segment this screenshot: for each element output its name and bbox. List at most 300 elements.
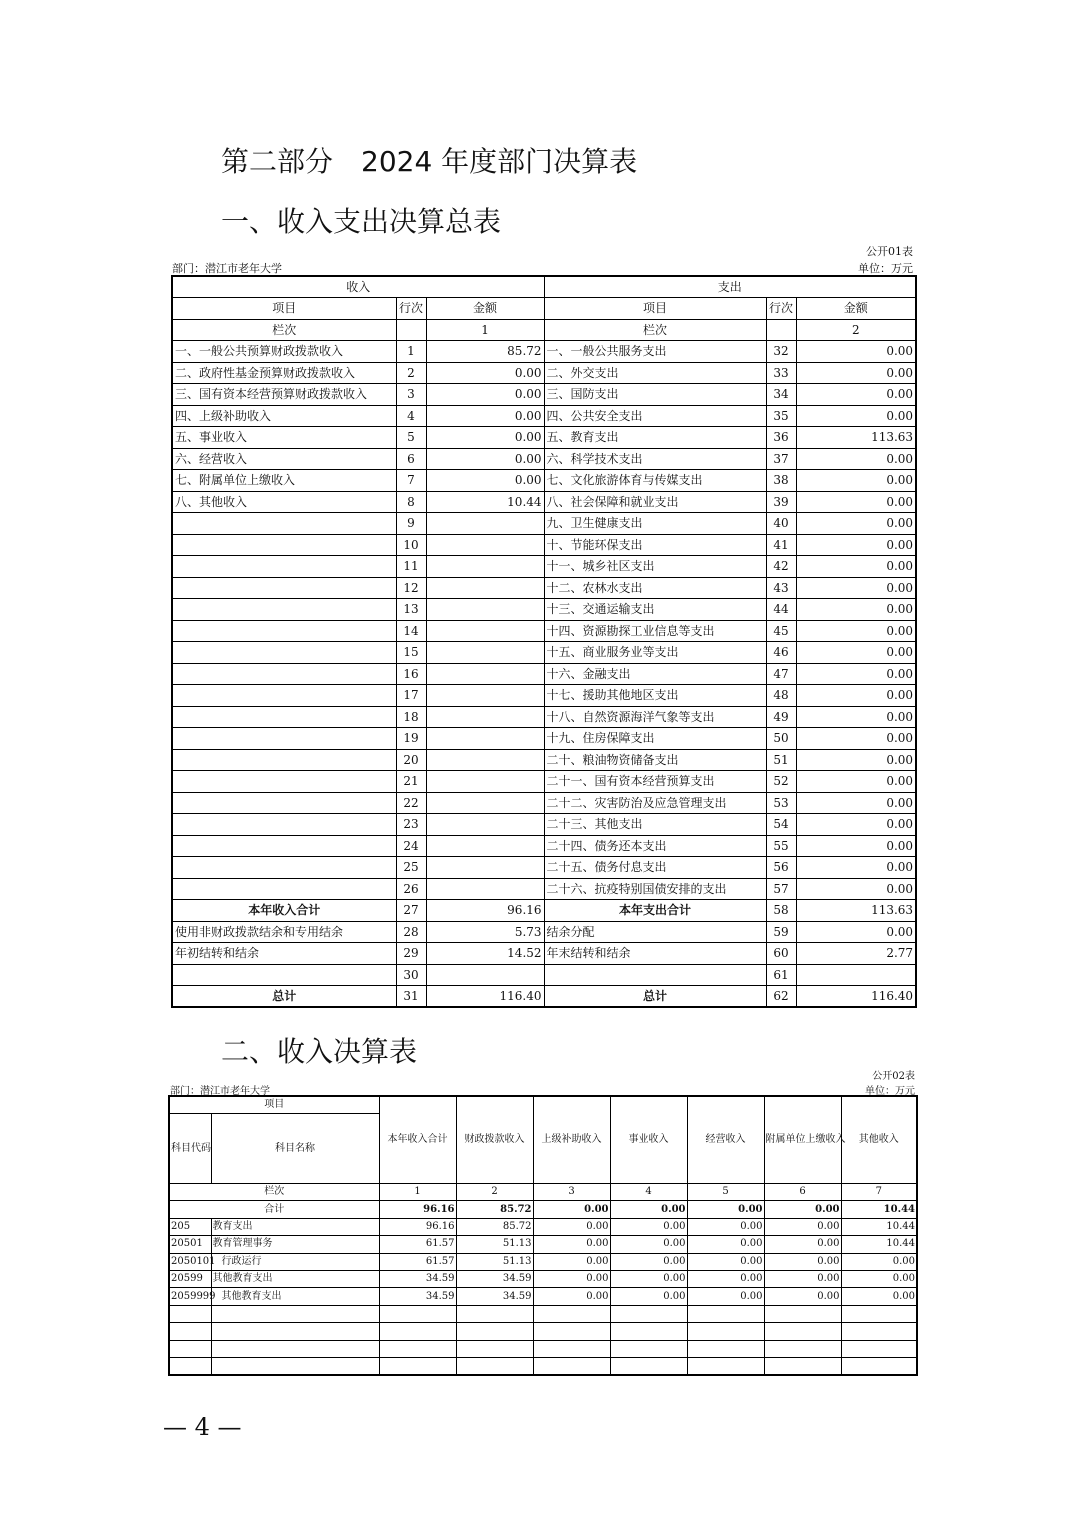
income-amount [426, 792, 544, 814]
income-item [172, 577, 396, 599]
expense-amount: 0.00 [796, 878, 916, 900]
col-index-2: 2 [796, 319, 916, 341]
expense-line: 36 [766, 427, 796, 449]
income-amount [426, 620, 544, 642]
income-item [172, 835, 396, 857]
amount-cell: 0.00 [533, 1253, 610, 1270]
income-amount [426, 964, 544, 986]
expense-item: 七、文化旅游体育与传媒支出 [544, 470, 766, 492]
table-row [172, 642, 916, 664]
income-line: 9 [396, 513, 426, 535]
income-line: 3 [396, 384, 426, 406]
index-num: 1 [379, 1184, 456, 1201]
table-row [172, 513, 916, 535]
empty-cell [169, 1323, 211, 1340]
empty-cell [764, 1323, 841, 1340]
empty-cell [379, 1305, 456, 1322]
amount-cell: 0.00 [533, 1236, 610, 1253]
empty-cell [764, 1357, 841, 1374]
expense-amount: 0.00 [796, 685, 916, 707]
total-value: 96.16 [379, 1201, 456, 1218]
income-item [172, 556, 396, 578]
income-line: 24 [396, 835, 426, 857]
expense-amount: 0.00 [796, 470, 916, 492]
header-col-7: 其他收入 [841, 1096, 917, 1184]
amount-cell: 51.13 [456, 1253, 533, 1270]
table-row [172, 857, 916, 879]
income-amount [426, 685, 544, 707]
empty-cell [533, 1305, 610, 1322]
expense-item: 十五、商业服务业等支出 [544, 642, 766, 664]
index-num: 5 [687, 1184, 764, 1201]
income-line: 19 [396, 728, 426, 750]
section1-heading: 一、收入支出决算总表 [221, 205, 502, 238]
income-line: 23 [396, 814, 426, 836]
amount-cell: 0.00 [533, 1288, 610, 1305]
subject-name: 教育管理事务 [211, 1236, 379, 1253]
amount-cell: 0.00 [687, 1253, 764, 1270]
table-row [172, 470, 916, 492]
table-row [172, 362, 916, 384]
subject-name: 教育支出 [211, 1218, 379, 1235]
expense-amount: 116.40 [796, 986, 916, 1008]
income-amount [426, 577, 544, 599]
expense-item: 十三、交通运输支出 [544, 599, 766, 621]
income-amount: 0.00 [426, 362, 544, 384]
header-col-6: 附属单位上缴收入 [764, 1096, 841, 1184]
income-amount: 116.40 [426, 986, 544, 1008]
income-expense-summary-table [171, 275, 917, 1008]
expense-amount: 0.00 [796, 921, 916, 943]
index-num: 6 [764, 1184, 841, 1201]
expense-amount [796, 964, 916, 986]
table-row [172, 964, 916, 986]
expense-amount: 0.00 [796, 491, 916, 513]
expense-amount: 0.00 [796, 384, 916, 406]
index-label: 栏次 [169, 1184, 379, 1201]
expense-amount: 0.00 [796, 728, 916, 750]
expense-item: 本年支出合计 [544, 900, 766, 922]
amount-cell: 34.59 [379, 1270, 456, 1287]
amount-cell: 85.72 [456, 1218, 533, 1235]
col-line: 行次 [766, 298, 796, 320]
expense-amount: 113.63 [796, 427, 916, 449]
expense-line: 32 [766, 341, 796, 363]
amount-cell: 61.57 [379, 1253, 456, 1270]
amount-cell: 10.44 [841, 1236, 917, 1253]
income-item [172, 728, 396, 750]
expense-line: 50 [766, 728, 796, 750]
total-value: 0.00 [533, 1201, 610, 1218]
expense-amount: 0.00 [796, 857, 916, 879]
amount-cell: 0.00 [841, 1253, 917, 1270]
expense-line: 54 [766, 814, 796, 836]
empty-cell [841, 1305, 917, 1322]
total-value: 0.00 [610, 1201, 687, 1218]
income-line: 28 [396, 921, 426, 943]
income-amount [426, 642, 544, 664]
table-row [172, 405, 916, 427]
header-col-2: 财政拨款收入 [456, 1096, 533, 1184]
income-item: 五、事业收入 [172, 427, 396, 449]
expense-item: 十四、资源勘探工业信息等支出 [544, 620, 766, 642]
expense-line: 34 [766, 384, 796, 406]
expense-item: 九、卫生健康支出 [544, 513, 766, 535]
table-row [172, 491, 916, 513]
income-item [172, 685, 396, 707]
income-amount [426, 556, 544, 578]
income-amount [426, 878, 544, 900]
table-row [169, 1236, 917, 1253]
income-item [172, 534, 396, 556]
income-line: 7 [396, 470, 426, 492]
amount-cell: 0.00 [764, 1270, 841, 1287]
table-row [172, 921, 916, 943]
amount-cell: 0.00 [687, 1218, 764, 1235]
empty-cell [533, 1323, 610, 1340]
header-col-1: 本年收入合计 [379, 1096, 456, 1184]
amount-cell: 96.16 [379, 1218, 456, 1235]
table-row [172, 620, 916, 642]
empty-cell [379, 1357, 456, 1374]
income-line: 15 [396, 642, 426, 664]
income-amount: 10.44 [426, 491, 544, 513]
expense-amount: 0.00 [796, 749, 916, 771]
income-line: 13 [396, 599, 426, 621]
empty-cell [211, 1357, 379, 1374]
amount-cell: 61.57 [379, 1236, 456, 1253]
expense-line: 57 [766, 878, 796, 900]
amount-cell: 0.00 [610, 1253, 687, 1270]
amount-cell: 34.59 [456, 1288, 533, 1305]
income-line: 10 [396, 534, 426, 556]
page-number: — 4 — [163, 1413, 242, 1441]
subject-code: 2059999 [169, 1288, 211, 1305]
col-line: 行次 [396, 298, 426, 320]
income-line: 12 [396, 577, 426, 599]
income-amount: 0.00 [426, 470, 544, 492]
expense-line: 47 [766, 663, 796, 685]
income-line: 16 [396, 663, 426, 685]
unit-label-01: 单位：万元 [858, 262, 913, 275]
income-amount [426, 599, 544, 621]
expense-item: 十、节能环保支出 [544, 534, 766, 556]
expense-item: 十六、金融支出 [544, 663, 766, 685]
amount-cell: 0.00 [841, 1270, 917, 1287]
empty-cell [396, 319, 426, 341]
header-col-4: 事业收入 [610, 1096, 687, 1184]
expense-amount: 0.00 [796, 448, 916, 470]
empty-cell [764, 1340, 841, 1357]
income-amount [426, 706, 544, 728]
index-num: 3 [533, 1184, 610, 1201]
income-item: 七、附属单位上缴收入 [172, 470, 396, 492]
income-amount: 0.00 [426, 448, 544, 470]
empty-cell [841, 1357, 917, 1374]
income-item [172, 857, 396, 879]
income-line: 22 [396, 792, 426, 814]
total-value: 0.00 [687, 1201, 764, 1218]
empty-cell [764, 1305, 841, 1322]
expense-amount: 0.00 [796, 405, 916, 427]
expense-line: 45 [766, 620, 796, 642]
income-line: 31 [396, 986, 426, 1008]
income-item [172, 642, 396, 664]
expense-amount: 0.00 [796, 706, 916, 728]
empty-cell [687, 1340, 764, 1357]
empty-row [169, 1323, 917, 1340]
income-item [172, 771, 396, 793]
amount-cell: 0.00 [764, 1288, 841, 1305]
expense-amount: 0.00 [796, 513, 916, 535]
income-item: 使用非财政拨款结余和专用结余 [172, 921, 396, 943]
col-item: 项目 [172, 298, 396, 320]
income-line: 1 [396, 341, 426, 363]
income-item: 三、国有资本经营预算财政拨款收入 [172, 384, 396, 406]
expense-item: 十七、援助其他地区支出 [544, 685, 766, 707]
expense-amount: 0.00 [796, 534, 916, 556]
expense-item: 十九、住房保障支出 [544, 728, 766, 750]
income-line: 30 [396, 964, 426, 986]
subject-code: 20599 [169, 1270, 211, 1287]
expense-amount: 0.00 [796, 362, 916, 384]
income-line: 26 [396, 878, 426, 900]
table-row [172, 814, 916, 836]
expense-item: 二十三、其他支出 [544, 814, 766, 836]
empty-cell [841, 1340, 917, 1357]
expense-amount: 0.00 [796, 771, 916, 793]
expense-line: 38 [766, 470, 796, 492]
amount-cell: 0.00 [841, 1288, 917, 1305]
col-amount: 金额 [426, 298, 544, 320]
expense-line: 62 [766, 986, 796, 1008]
empty-row [169, 1305, 917, 1322]
table-row [172, 900, 916, 922]
income-amount [426, 771, 544, 793]
expense-item: 结余分配 [544, 921, 766, 943]
header-col-5: 经营收入 [687, 1096, 764, 1184]
income-amount: 0.00 [426, 427, 544, 449]
income-line: 27 [396, 900, 426, 922]
expense-item: 十一、城乡社区支出 [544, 556, 766, 578]
income-line: 4 [396, 405, 426, 427]
empty-cell [533, 1357, 610, 1374]
table-row [172, 556, 916, 578]
income-item: 总计 [172, 986, 396, 1008]
table-row [169, 1253, 917, 1270]
amount-cell: 0.00 [687, 1236, 764, 1253]
table-row [172, 427, 916, 449]
col-item: 项目 [544, 298, 766, 320]
empty-cell [610, 1305, 687, 1322]
expense-amount: 0.00 [796, 599, 916, 621]
table-row [172, 986, 916, 1008]
expense-line: 56 [766, 857, 796, 879]
income-line: 29 [396, 943, 426, 965]
income-item [172, 706, 396, 728]
expense-header: 支出 [544, 276, 916, 298]
form-no-02: 公开02表 [872, 1071, 915, 1082]
table-row [172, 448, 916, 470]
empty-cell [687, 1357, 764, 1374]
table-row [172, 341, 916, 363]
income-line: 8 [396, 491, 426, 513]
table-row [172, 534, 916, 556]
expense-item: 总计 [544, 986, 766, 1008]
subject-code: 20501 [169, 1236, 211, 1253]
table-row [172, 943, 916, 965]
expense-item: 二十五、债务付息支出 [544, 857, 766, 879]
income-amount: 96.16 [426, 900, 544, 922]
income-item [172, 663, 396, 685]
income-item [172, 620, 396, 642]
empty-cell [169, 1357, 211, 1374]
income-amount [426, 749, 544, 771]
income-item: 四、上级补助收入 [172, 405, 396, 427]
table-row [172, 792, 916, 814]
header-col-3: 上级补助收入 [533, 1096, 610, 1184]
amount-cell: 0.00 [533, 1270, 610, 1287]
empty-row [169, 1357, 917, 1374]
income-item [172, 749, 396, 771]
index-num: 2 [456, 1184, 533, 1201]
subject-name: 其他教育支出 [211, 1288, 379, 1305]
expense-amount: 0.00 [796, 835, 916, 857]
expense-item: 二十六、抗疫特别国债安排的支出 [544, 878, 766, 900]
empty-cell [456, 1340, 533, 1357]
col-index-1: 1 [426, 319, 544, 341]
income-amount: 14.52 [426, 943, 544, 965]
total-label: 合计 [169, 1201, 379, 1218]
dept-label-02: 部门：潜江市老年大学 [170, 1086, 270, 1097]
income-item [172, 878, 396, 900]
income-amount [426, 534, 544, 556]
expense-amount: 0.00 [796, 620, 916, 642]
table-row [172, 835, 916, 857]
expense-line: 52 [766, 771, 796, 793]
amount-cell: 0.00 [764, 1218, 841, 1235]
expense-line: 53 [766, 792, 796, 814]
empty-cell [211, 1340, 379, 1357]
income-amount [426, 857, 544, 879]
expense-line: 43 [766, 577, 796, 599]
expense-amount: 0.00 [796, 341, 916, 363]
empty-cell [169, 1305, 211, 1322]
income-item [172, 513, 396, 535]
empty-cell [610, 1323, 687, 1340]
expense-amount: 0.00 [796, 792, 916, 814]
dept-label-01: 部门：潜江市老年大学 [172, 262, 282, 275]
income-amount [426, 513, 544, 535]
empty-cell [456, 1357, 533, 1374]
amount-cell: 0.00 [610, 1288, 687, 1305]
expense-amount: 0.00 [796, 663, 916, 685]
empty-cell [687, 1305, 764, 1322]
table-row [172, 771, 916, 793]
expense-item: 六、科学技术支出 [544, 448, 766, 470]
income-line: 25 [396, 857, 426, 879]
expense-item: 二、外交支出 [544, 362, 766, 384]
subject-code: 2050101 [169, 1253, 211, 1270]
amount-cell: 34.59 [379, 1288, 456, 1305]
table-row [172, 706, 916, 728]
income-line: 2 [396, 362, 426, 384]
empty-cell [379, 1340, 456, 1357]
amount-cell: 0.00 [687, 1270, 764, 1287]
expense-line: 60 [766, 943, 796, 965]
unit-label-02: 单位：万元 [865, 1086, 915, 1097]
empty-cell [610, 1340, 687, 1357]
amount-cell: 51.13 [456, 1236, 533, 1253]
income-detail-table [168, 1095, 918, 1376]
expense-line: 37 [766, 448, 796, 470]
table-row [172, 599, 916, 621]
header-name: 科目名称 [211, 1114, 379, 1184]
expense-line: 49 [766, 706, 796, 728]
total-value: 85.72 [456, 1201, 533, 1218]
col-index-label: 栏次 [172, 319, 396, 341]
income-item [172, 599, 396, 621]
expense-amount: 0.00 [796, 814, 916, 836]
expense-amount: 0.00 [796, 556, 916, 578]
table-row [172, 384, 916, 406]
subject-name: 行政运行 [211, 1253, 379, 1270]
expense-amount: 2.77 [796, 943, 916, 965]
amount-cell: 0.00 [610, 1236, 687, 1253]
income-line: 21 [396, 771, 426, 793]
expense-item: 四、公共安全支出 [544, 405, 766, 427]
income-item: 八、其他收入 [172, 491, 396, 513]
amount-cell: 34.59 [456, 1270, 533, 1287]
income-item [172, 792, 396, 814]
expense-line: 48 [766, 685, 796, 707]
expense-item: 十八、自然资源海洋气象等支出 [544, 706, 766, 728]
header-item: 项目 [169, 1096, 379, 1114]
table-row [172, 749, 916, 771]
total-value: 10.44 [841, 1201, 917, 1218]
subject-name: 其他教育支出 [211, 1270, 379, 1287]
expense-line: 41 [766, 534, 796, 556]
income-amount [426, 835, 544, 857]
col-amount: 金额 [796, 298, 916, 320]
expense-line: 42 [766, 556, 796, 578]
table-row [169, 1218, 917, 1235]
expense-line: 40 [766, 513, 796, 535]
expense-item: 十二、农林水支出 [544, 577, 766, 599]
expense-item: 二十四、债务还本支出 [544, 835, 766, 857]
expense-line: 46 [766, 642, 796, 664]
expense-item: 二十二、灾害防治及应急管理支出 [544, 792, 766, 814]
amount-cell: 0.00 [687, 1288, 764, 1305]
empty-cell [211, 1305, 379, 1322]
expense-amount: 0.00 [796, 577, 916, 599]
income-line: 20 [396, 749, 426, 771]
expense-amount: 113.63 [796, 900, 916, 922]
income-line: 18 [396, 706, 426, 728]
table-row [172, 728, 916, 750]
expense-line: 35 [766, 405, 796, 427]
empty-cell [610, 1357, 687, 1374]
amount-cell: 0.00 [533, 1218, 610, 1235]
expense-line: 33 [766, 362, 796, 384]
table-row [172, 577, 916, 599]
income-amount: 0.00 [426, 384, 544, 406]
expense-amount: 0.00 [796, 642, 916, 664]
expense-item: 二十一、国有资本经营预算支出 [544, 771, 766, 793]
empty-cell [533, 1340, 610, 1357]
expense-item: 三、国防支出 [544, 384, 766, 406]
form-no-01: 公开01表 [866, 245, 913, 258]
